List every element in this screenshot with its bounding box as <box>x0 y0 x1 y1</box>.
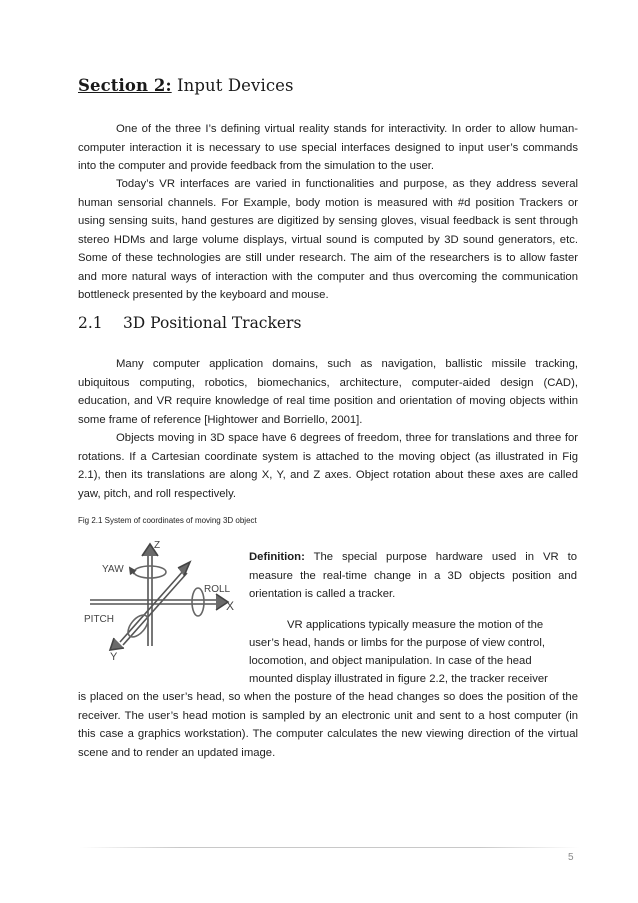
yaw-label: YAW <box>102 564 124 575</box>
x-axis-label: X <box>226 599 235 613</box>
vr-applications-line-3: locomotion, and object manipulation. In case of the head <box>249 655 532 667</box>
intro-paragraph-1: One of the three I’s defining virtual reality stands for interactivity. In order to allow human-computer interaction it is necessary to use special interfaces designed to input user’s commands into the computer and provide feedback from the simulation to the user. <box>78 123 578 172</box>
definition-text: The special purpose hardware used in VR to measure the real-time change in a 3D objects position and orientation is called a tracker. <box>249 551 577 600</box>
figure-caption: Fig 2.1 System of coordinates of moving 3D object <box>78 516 257 525</box>
coordinate-diagram <box>80 534 242 666</box>
subsection-heading <box>78 314 301 332</box>
footer-divider <box>80 847 580 848</box>
y-axis-line-2 <box>123 573 187 645</box>
y-axis-label: Y <box>110 651 118 663</box>
vr-applications-line-1: VR applications typically measure the motion of the <box>287 619 544 631</box>
section-heading <box>78 76 294 95</box>
section-title: Input Devices <box>177 76 294 95</box>
roll-label: ROLL <box>204 584 231 595</box>
definition-paragraph <box>249 548 577 604</box>
subsection-title: 3D Positional Trackers <box>122 314 302 332</box>
subsection-number: 2.1 <box>78 314 103 332</box>
vr-applications-line-4: mounted display illustrated in figure 2.2, the tracker receiver <box>249 673 548 685</box>
definition-label: Definition: <box>249 551 305 563</box>
section-label: Section 2: <box>78 76 172 95</box>
coordinate-system-figure <box>80 534 242 666</box>
vr-applications-continuation: is placed on the user’s head, so when the posture of the head changes so does the position of the receiver. The user’s head motion is sampled by an electronic unit and sent to a host computer (in this case a graphics workstation). The computer calculates the new viewing direction of the virtual scene and to render an updated image. <box>78 691 578 759</box>
page-number: 5 <box>568 852 574 863</box>
z-axis-label: Z <box>154 540 161 551</box>
subsection-paragraph-1: Many computer application domains, such as navigation, ballistic missile tracking, ubiquitous computing, robotics, biomechanics, architecture, computer-aided design (CAD), education, and VR require knowledge of real time position and orientation of moving objects within some frame of reference [Hightower and Borriello, 2001]. <box>78 358 578 426</box>
subsection-paragraph-2: Objects moving in 3D space have 6 degrees of freedom, three for translations and three for rotations. If a Cartesian coordinate system is attached to the moving object (as illustrated in Fig 2.1), then its translations are along X, Y, and Z axes. Object rotation about these axes are called yaw, pitch, and roll respectively. <box>78 432 578 500</box>
pitch-label: PITCH <box>84 614 114 625</box>
roll-rotation-ellipse <box>192 588 204 616</box>
intro-paragraph-2: Today’s VR interfaces are varied in functionalities and purpose, as they address several human sensorial channels. For Example, body motion is measured with #d position Trackers or using sensing suits, hand gestures are digitized by sensing gloves, visual feedback is sent through stereo HDMs and large volume displays, virtual sound is computed by 3D sound generators, etc. Some of these technologies are still under research. The aim of the researchers is to allow faster and more natural ways of interaction with the computer and thus overcoming the communication bottleneck presented by the keyboard and mouse. <box>78 178 578 301</box>
yaw-rotation-ellipse <box>134 566 166 578</box>
vr-applications-line-2: user’s head, hands or limbs for the purpose of view control, <box>249 637 545 649</box>
